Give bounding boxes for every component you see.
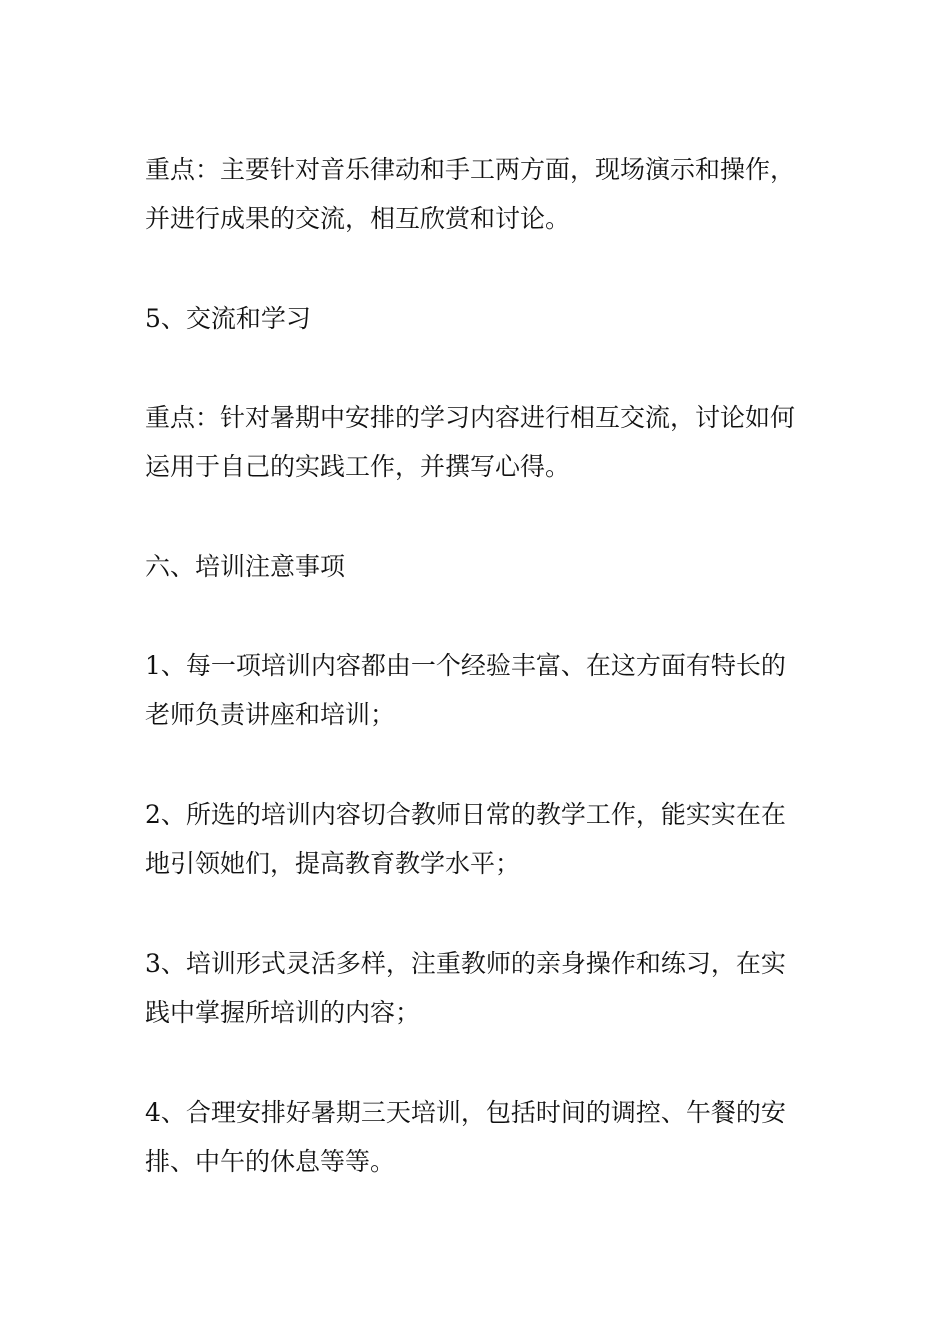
text-line: 地引领她们，提高教育教学水平； [145,849,521,878]
text-line: 并进行成果的交流，相互欣赏和讨论。 [145,204,571,233]
note-item-2 [145,790,815,888]
heading-training-notes [145,542,815,591]
text-line: 践中掌握所培训的内容； [145,998,421,1027]
text-line: 运用于自己的实践工作，并撰写心得。 [145,452,571,481]
paragraph-key-points-music-crafts [145,145,815,243]
paragraph-key-points-summer-study [145,393,815,491]
text-line: 重点：针对暑期中安排的学习内容进行相互交流，讨论如何 [145,403,796,432]
note-item-3 [145,939,815,1037]
text-line: 重点：主要针对音乐律动和手工两方面，现场演示和操作， [145,155,796,184]
text-line: 1、每一项培训内容都由一个经验丰富、在这方面有特长的 [145,651,786,680]
text-line: 5、交流和学习 [145,304,311,333]
note-item-4 [145,1088,815,1186]
note-item-1 [145,641,815,739]
text-line: 4、合理安排好暑期三天培训，包括时间的调控、午餐的安 [145,1098,786,1127]
text-line: 排、中午的休息等等。 [145,1147,396,1176]
text-line: 老师负责讲座和培训； [145,700,396,729]
text-line: 2、所选的培训内容切合教师日常的教学工作，能实实在在 [145,800,786,829]
heading-exchange-and-study [145,294,815,343]
text-line: 3、培训形式灵活多样，注重教师的亲身操作和练习，在实 [145,949,786,978]
text-line: 六、培训注意事项 [145,552,346,581]
